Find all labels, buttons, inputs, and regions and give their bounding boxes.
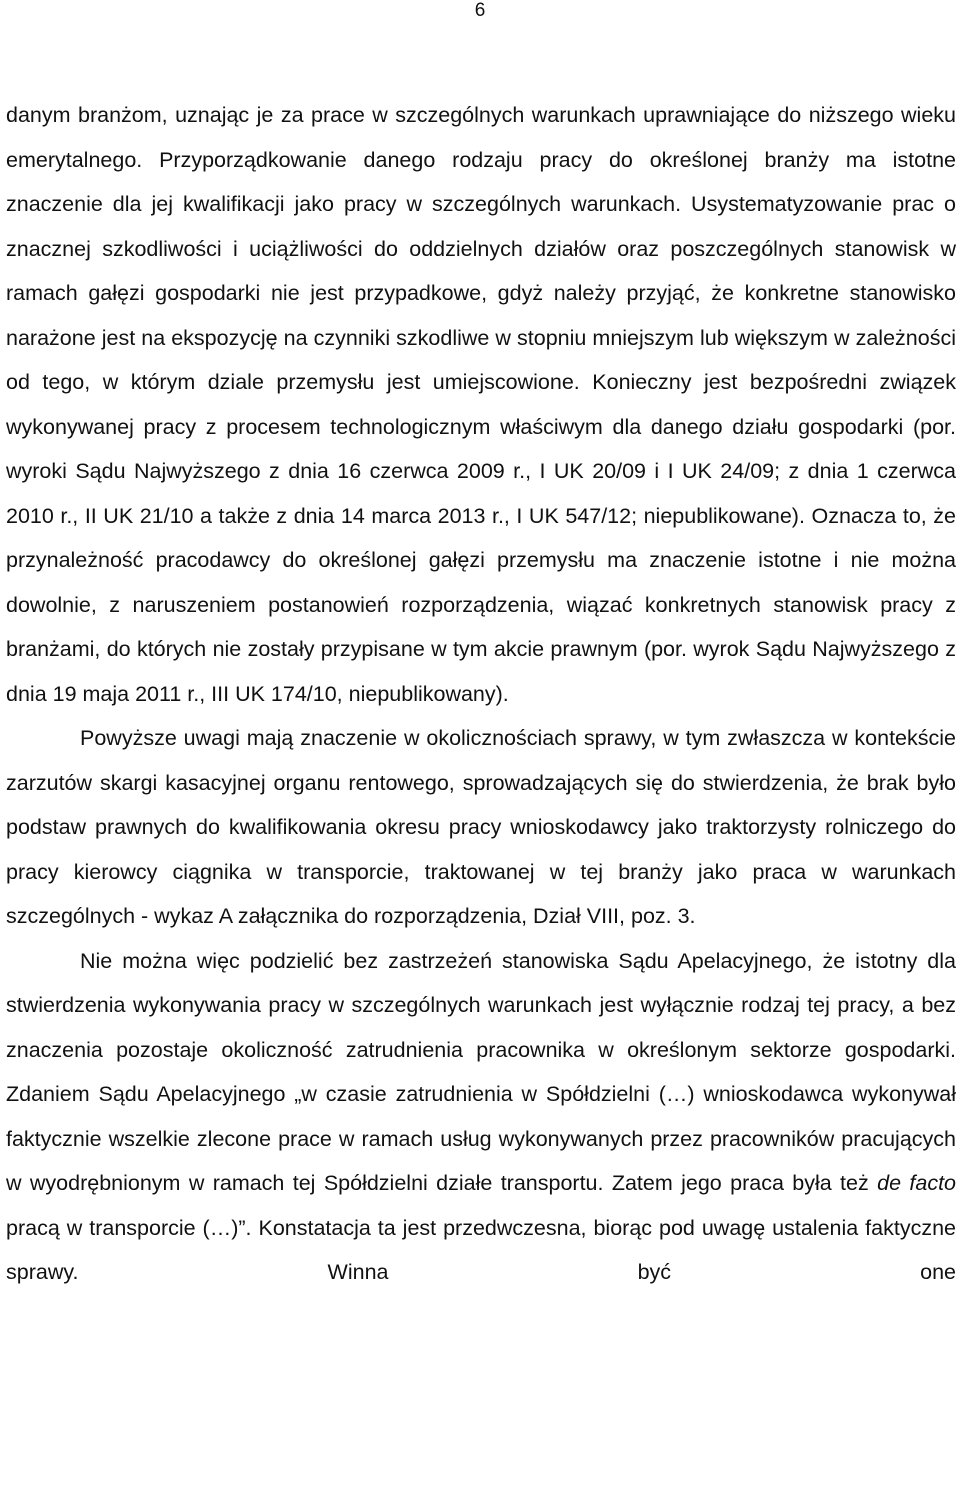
- paragraph-3-text-a: Nie można więc podzielić bez zastrzeżeń stanowiska Sądu Apelacyjnego, że istotny dla stwierdzenia wykonywania pracy w szczególnych warunkach jest wyłącznie rodzaj tej pracy, a bez znaczenia pozostaje okoliczność zatrudnienia pracownika w określonym sektorze gospodarki. Zdaniem Sądu Apelacyjnego „w czasie zatrudnienia w Spółdzielni (…) wnioskodawca wykonywał faktycznie wszelkie zlecone prace w ramach usług wykonywanych przez pracowników pracujących w wyodrębnionym w ramach tej Spółdzielni działe transportu. Zatem jego praca była też: [6, 948, 956, 1195]
- paragraph-2: Powyższe uwagi mają znaczenie w okolicznościach sprawy, w tym zwłaszcza w kontekście zarzutów skargi kasacyjnej organu rentowego, sprowadzających się do stwierdzenia, że brak było podstaw prawnych do kwalifikowania okresu pracy wnioskodawcy jako traktorzysty rolniczego do pracy kierowcy ciągnika w transporcie, traktowanej w tej branży jako praca w warunkach szczególnych - wykaz A załącznika do rozporządzenia, Dział VIII, poz. 3.: [6, 726, 956, 928]
- paragraph-3: [6, 939, 956, 1295]
- paragraph-3-italic-term: de facto: [877, 1171, 956, 1195]
- paragraph-1: danym branżom, uznając je za prace w szczególnych warunkach uprawniające do niższego wieku emerytalnego. Przyporządkowanie danego rodzaju pracy do określonej branży ma istotne znaczenie dla jej kwalifikacji jako pracy w szczególnych warunkach. Usystematyzowanie prac o znacznej szkodliwości i uciążliwości do oddzielnych działów oraz poszczególnych stanowisk w ramach gałęzi gospodarki nie jest przypadkowe, gdyż należy przyjąć, że konkretne stanowisko narażone jest na ekspozycję na czynniki szkodliwe w stopniu mniejszym lub większym w zależności od tego, w którym dziale przemysłu jest umiejscowione. Konieczny jest bezpośredni związek wykonywanej pracy z procesem technologicznym właściwym dla danego działu gospodarki (por. wyroki Sądu Najwyższego z dnia 16 czerwca 2009 r., I UK 20/09 i I UK 24/09; z dnia 1 czerwca 2010 r., II UK 21/10 a także z dnia 14 marca 2013 r., I UK 547/12; niepublikowane). Oznacza to, że przynależność pracodawcy do określonej gałęzi przemysłu ma znaczenie istotne i nie można dowolnie, z naruszeniem postanowień rozporządzenia, wiązać konkretnych stanowisk pracy z branżami, do których nie zostały przypisane w tym akcie prawnym (por. wyrok Sądu Najwyższego z dnia 19 maja 2011 r., III UK 174/10, niepublikowany).: [6, 103, 956, 706]
- paragraph-3-text-b: pracą w transporcie (…)”. Konstatacja ta jest przedwczesna, biorąc pod uwagę ustalenia faktyczne sprawy. Winna być one: [6, 1215, 956, 1284]
- document-body: [6, 93, 956, 1295]
- page-number: 6: [474, 0, 486, 21]
